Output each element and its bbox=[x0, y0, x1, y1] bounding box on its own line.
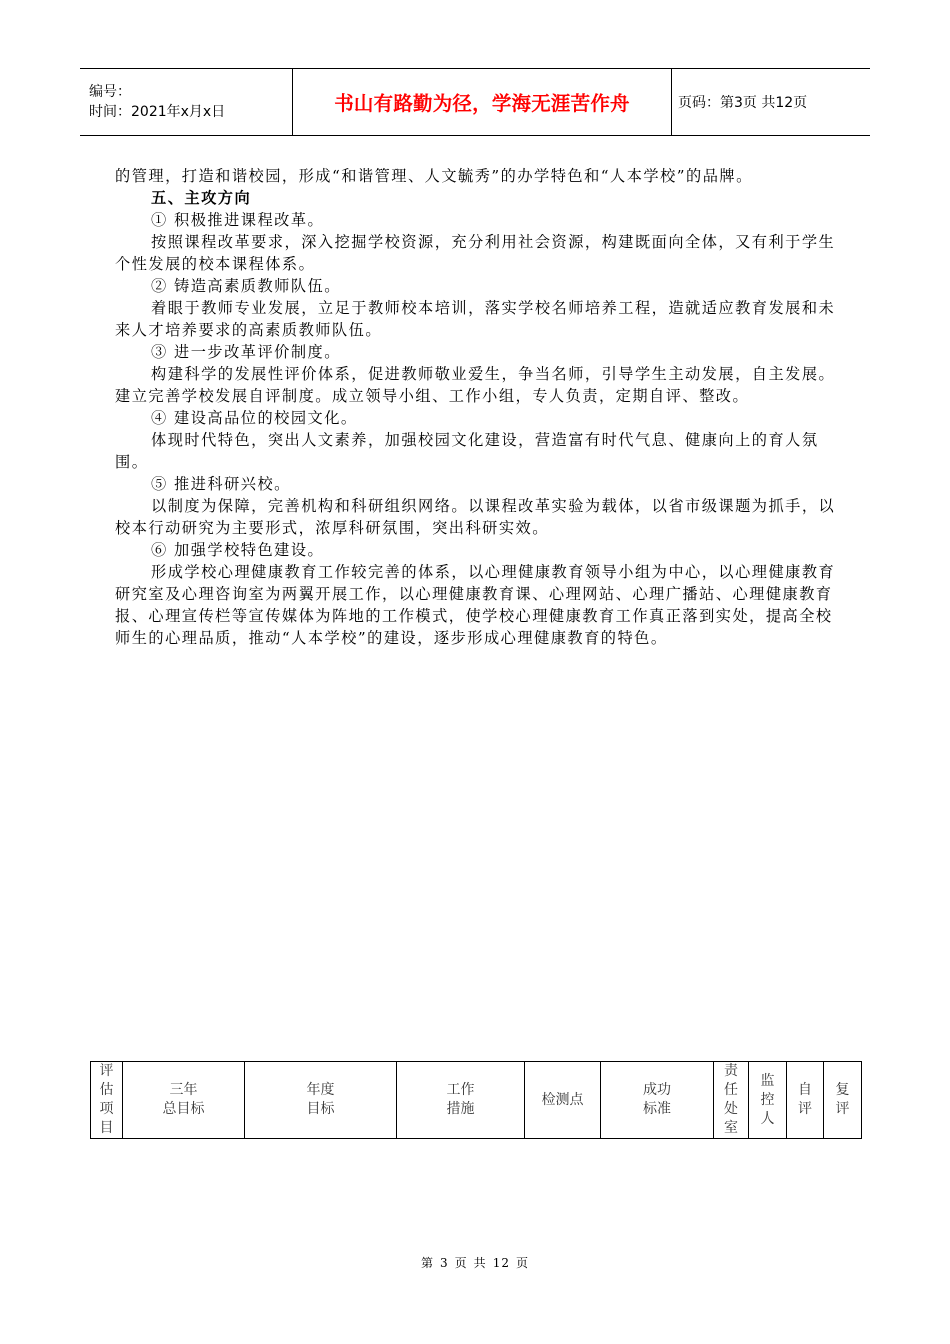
page-header bbox=[80, 68, 870, 136]
evaluation-header-text: 控 bbox=[760, 1091, 775, 1108]
evaluation-table-header-row bbox=[91, 1062, 862, 1139]
header-page-label: 页码：第3页 共12页 bbox=[678, 95, 808, 111]
evaluation-header-cell bbox=[787, 1062, 824, 1139]
evaluation-header-cell bbox=[749, 1062, 787, 1139]
body-paragraph: ① 积极推进课程改革。 bbox=[151, 211, 325, 229]
body-paragraph: ③ 进一步改革评价制度。 bbox=[151, 343, 341, 361]
footer-di: 第 bbox=[421, 1256, 435, 1270]
footer-page-number: 3 bbox=[440, 1256, 449, 1270]
evaluation-header-cell bbox=[714, 1062, 749, 1139]
body-paragraph: ⑤ 推进科研兴校。 bbox=[151, 475, 291, 493]
body-paragraph: 按照课程改革要求，深入挖掘学校资源，充分利用社会资源，构建既面向全体，又有利于学生个性发展的校本课程体系。 bbox=[115, 233, 836, 273]
body-paragraph: 以制度为保障，完善机构和科研组织网络。以课程改革实验为载体，以省市级课题为抓手，以校本行动研究为主要形式，浓厚科研氛围，突出科研实效。 bbox=[115, 497, 836, 537]
footer-ye: 页 bbox=[454, 1256, 468, 1270]
body-paragraph: 形成学校心理健康教育工作较完善的体系，以心理健康教育领导小组为中心，以心理健康教育研究室及心理咨询室为两翼开展工作，以心理健康教育课、心理网站、心理广播站、心理健康教育报、心理宣传栏等宣传媒体为阵地的工作模式，使学校心理健康教育工作真正落到实处，提高全校师生的心理品质，推动“人本学校”的建设，逐步形成心理健康教育的特色。 bbox=[115, 563, 836, 647]
page-footer bbox=[0, 1254, 950, 1271]
evaluation-header-text: 项 bbox=[99, 1101, 114, 1117]
header-motto-cell bbox=[293, 69, 672, 136]
evaluation-header-cell bbox=[245, 1062, 397, 1139]
evaluation-header-text: 责 bbox=[724, 1063, 738, 1079]
evaluation-table bbox=[90, 1061, 862, 1139]
body-paragraph: ⑥ 加强学校特色建设。 bbox=[151, 541, 325, 559]
evaluation-header-text: 评 bbox=[835, 1101, 850, 1117]
evaluation-header-text: 人 bbox=[760, 1110, 775, 1127]
section-heading: 五、主攻方向 bbox=[151, 189, 252, 207]
body-paragraph: ④ 建设高品位的校园文化。 bbox=[151, 409, 358, 427]
evaluation-header-text: 任 bbox=[724, 1082, 738, 1098]
evaluation-header-text: 自 bbox=[798, 1082, 812, 1098]
document-date-label: 时间：2021年x月x日 bbox=[89, 104, 226, 120]
evaluation-header-text: 检测点 bbox=[541, 1091, 584, 1108]
header-motto: 书山有路勤为径，学海无涯苦作舟 bbox=[334, 92, 630, 115]
evaluation-header-text: 复 bbox=[835, 1082, 850, 1098]
evaluation-header-text: 目标 bbox=[306, 1101, 335, 1117]
evaluation-header-cell bbox=[91, 1062, 123, 1139]
evaluation-header-cell bbox=[123, 1062, 245, 1139]
evaluation-header-text: 评 bbox=[99, 1063, 114, 1079]
evaluation-header-text: 年度 bbox=[306, 1082, 335, 1098]
evaluation-header-text: 目 bbox=[99, 1120, 114, 1136]
body-paragraph: 体现时代特色，突出人文素养，加强校园文化建设，营造富有时代气息、健康向上的育人氛围。 bbox=[115, 431, 819, 471]
body-paragraph: 着眼于教师专业发展，立足于教师校本培训，落实学校名师培养工程，造就适应教育发展和未来人才培养要求的高素质教师队伍。 bbox=[115, 299, 836, 339]
evaluation-header-cell bbox=[601, 1062, 714, 1139]
footer-total-pages: 12 bbox=[492, 1256, 510, 1270]
footer-gong: 共 bbox=[473, 1256, 487, 1270]
evaluation-header-cell bbox=[525, 1062, 601, 1139]
evaluation-header-text: 工作 bbox=[446, 1082, 475, 1098]
body-paragraph: ② 铸造高素质教师队伍。 bbox=[151, 277, 341, 295]
document-number-label: 编号： bbox=[89, 84, 131, 100]
evaluation-header-text: 三年 bbox=[169, 1082, 198, 1098]
evaluation-header-text: 措施 bbox=[446, 1101, 475, 1117]
body-paragraph: 的管理，打造和谐校园，形成“和谐管理、人文毓秀”的办学特色和“人本学校”的品牌。 bbox=[115, 167, 753, 185]
evaluation-header-text: 成功 bbox=[643, 1082, 671, 1098]
evaluation-header-text: 室 bbox=[724, 1120, 738, 1136]
header-page-cell bbox=[672, 69, 871, 136]
header-meta-cell bbox=[80, 69, 293, 136]
evaluation-header-text: 标准 bbox=[643, 1101, 671, 1117]
evaluation-header-text: 总目标 bbox=[162, 1101, 205, 1117]
evaluation-header-text: 处 bbox=[724, 1101, 738, 1117]
evaluation-header-cell bbox=[824, 1062, 862, 1139]
body-paragraph: 构建科学的发展性评价体系，促进教师敬业爱生，争当名师，引导学生主动发展，自主发展。建立完善学校发展自评制度。成立领导小组、工作小组，专人负责，定期自评、整改。 bbox=[115, 365, 836, 405]
document-body bbox=[115, 165, 843, 649]
footer-ye-2: 页 bbox=[515, 1256, 529, 1270]
evaluation-header-cell bbox=[397, 1062, 525, 1139]
evaluation-header-text: 估 bbox=[99, 1082, 114, 1098]
evaluation-header-text: 评 bbox=[798, 1101, 812, 1117]
evaluation-header-text: 监 bbox=[760, 1072, 775, 1089]
